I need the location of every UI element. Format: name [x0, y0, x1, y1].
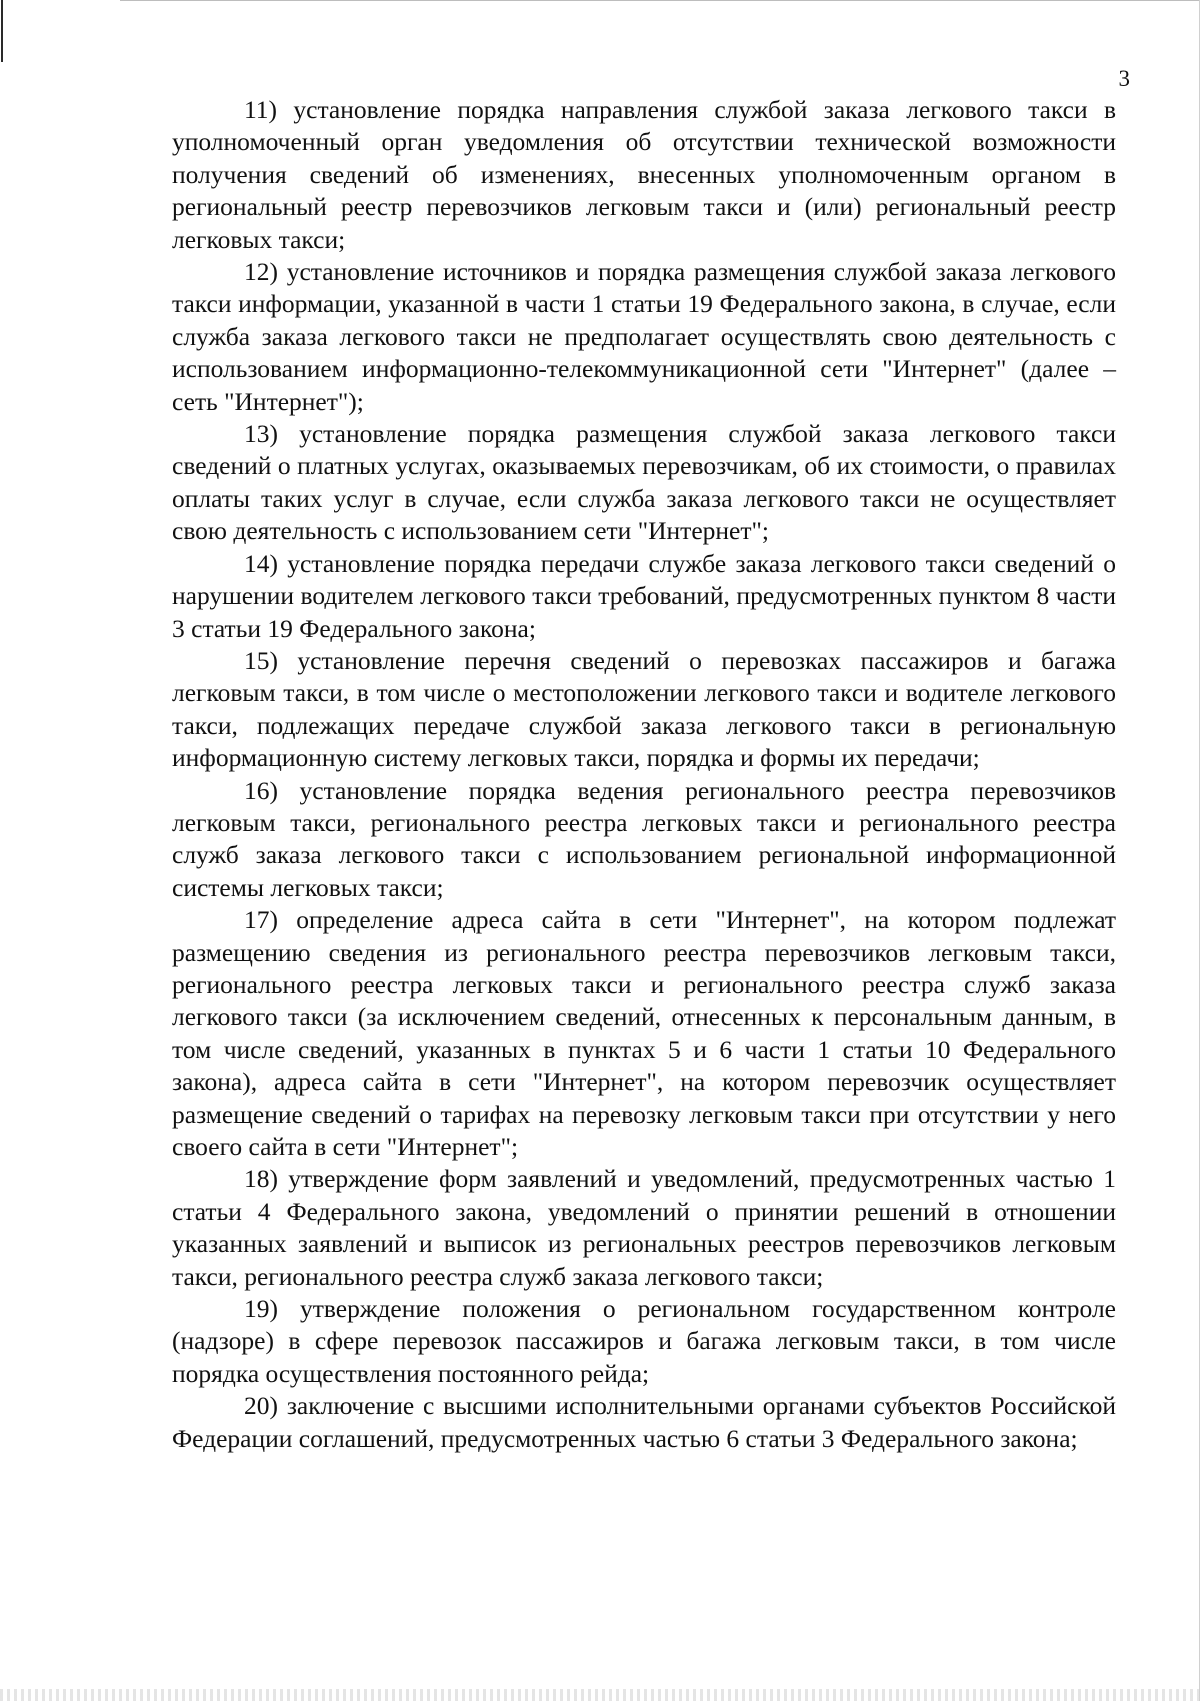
list-item-18: 18) утверждение форм заявлений и уведомлений, предусмотренных частью 1 статьи 4 Федерального закона, уведомлений о принятии решений в отношении указанных заявлений и выписок из региональных реестров перевозчиков легковым такси, регионального реестра служб заказа легкового такси;	[172, 1164, 1116, 1291]
list-item-20: 20) заключение с высшими исполнительными органами субъектов Российской Федерации соглашений, предусмотренных частью 6 статьи 3 Федерального закона;	[172, 1391, 1116, 1453]
list-item-16: 16) установление порядка ведения регионального реестра перевозчиков легковым такси, регионального реестра легковых такси и регионального реестра служб заказа легкового такси с использованием региональной информационной системы легковых такси;	[172, 775, 1116, 902]
list-item-14: 14) установление порядка передачи службе заказа легкового такси сведений о нарушении водителем легкового такси требований, предусмотренных пунктом 8 части 3 статьи 19 Федерального закона;	[172, 548, 1116, 643]
list-item-12: 12) установление источников и порядка размещения службой заказа легкового такси информации, указанной в части 1 статьи 19 Федерального закона, в случае, если служба заказа легкового такси не предполагает осуществлять свою деятельность с использованием информационно-телекоммуникационной сети "Интернет" (далее – сеть "Интернет");	[172, 257, 1116, 416]
list-item-11: 11) установление порядка направления службой заказа легкового такси в уполномоченный орган уведомления об отсутствии технической возможности получения сведений об изменениях, внесенных уполномоченным органом в региональный реестр перевозчиков легковым такси и (или) региональный реестр легковых такси;	[172, 95, 1116, 254]
scan-edge-left	[1, 0, 3, 62]
list-item-19: 19) утверждение положения о региональном государственном контроле (надзоре) в сфере перевозок пассажиров и багажа легковым такси, в том числе порядка осуществления постоянного рейда;	[172, 1294, 1116, 1388]
document-body	[172, 94, 1116, 1455]
list-item-15: 15) установление перечня сведений о перевозках пассажиров и багажа легковым такси, в том числе о местоположении легкового такси и водителе легкового такси, подлежащих передаче службой заказа легкового такси в региональную информационную систему легковых такси, порядка и формы их передачи;	[172, 645, 1116, 773]
list-item-17: 17) определение адреса сайта в сети "Интернет", на котором подлежат размещению сведения из регионального реестра перевозчиков легковым такси, регионального реестра легковых такси и регионального реестра служб заказа легкового такси (за исключением сведений, отнесенных к персональным данным, в том числе сведений, указанных в пунктах 5 и 6 части 1 статьи 10 Федерального закона), адреса сайта в сети "Интернет", на котором перевозчик осуществляет размещение сведений о тарифах на перевозку легковым такси при отсутствии у него своего сайта в сети "Интернет";	[172, 905, 1116, 1161]
scan-edge-bottom	[0, 1689, 1200, 1701]
scan-edge-top	[120, 0, 1200, 1]
page-number: 3	[1118, 66, 1130, 91]
list-item-13: 13) установление порядка размещения службой заказа легкового такси сведений о платных услугах, оказываемых перевозчикам, об их стоимости, о правилах оплаты таких услуг в случае, если служба заказа легкового такси не осуществляет свою деятельность с использованием сети "Интернет";	[172, 419, 1116, 546]
